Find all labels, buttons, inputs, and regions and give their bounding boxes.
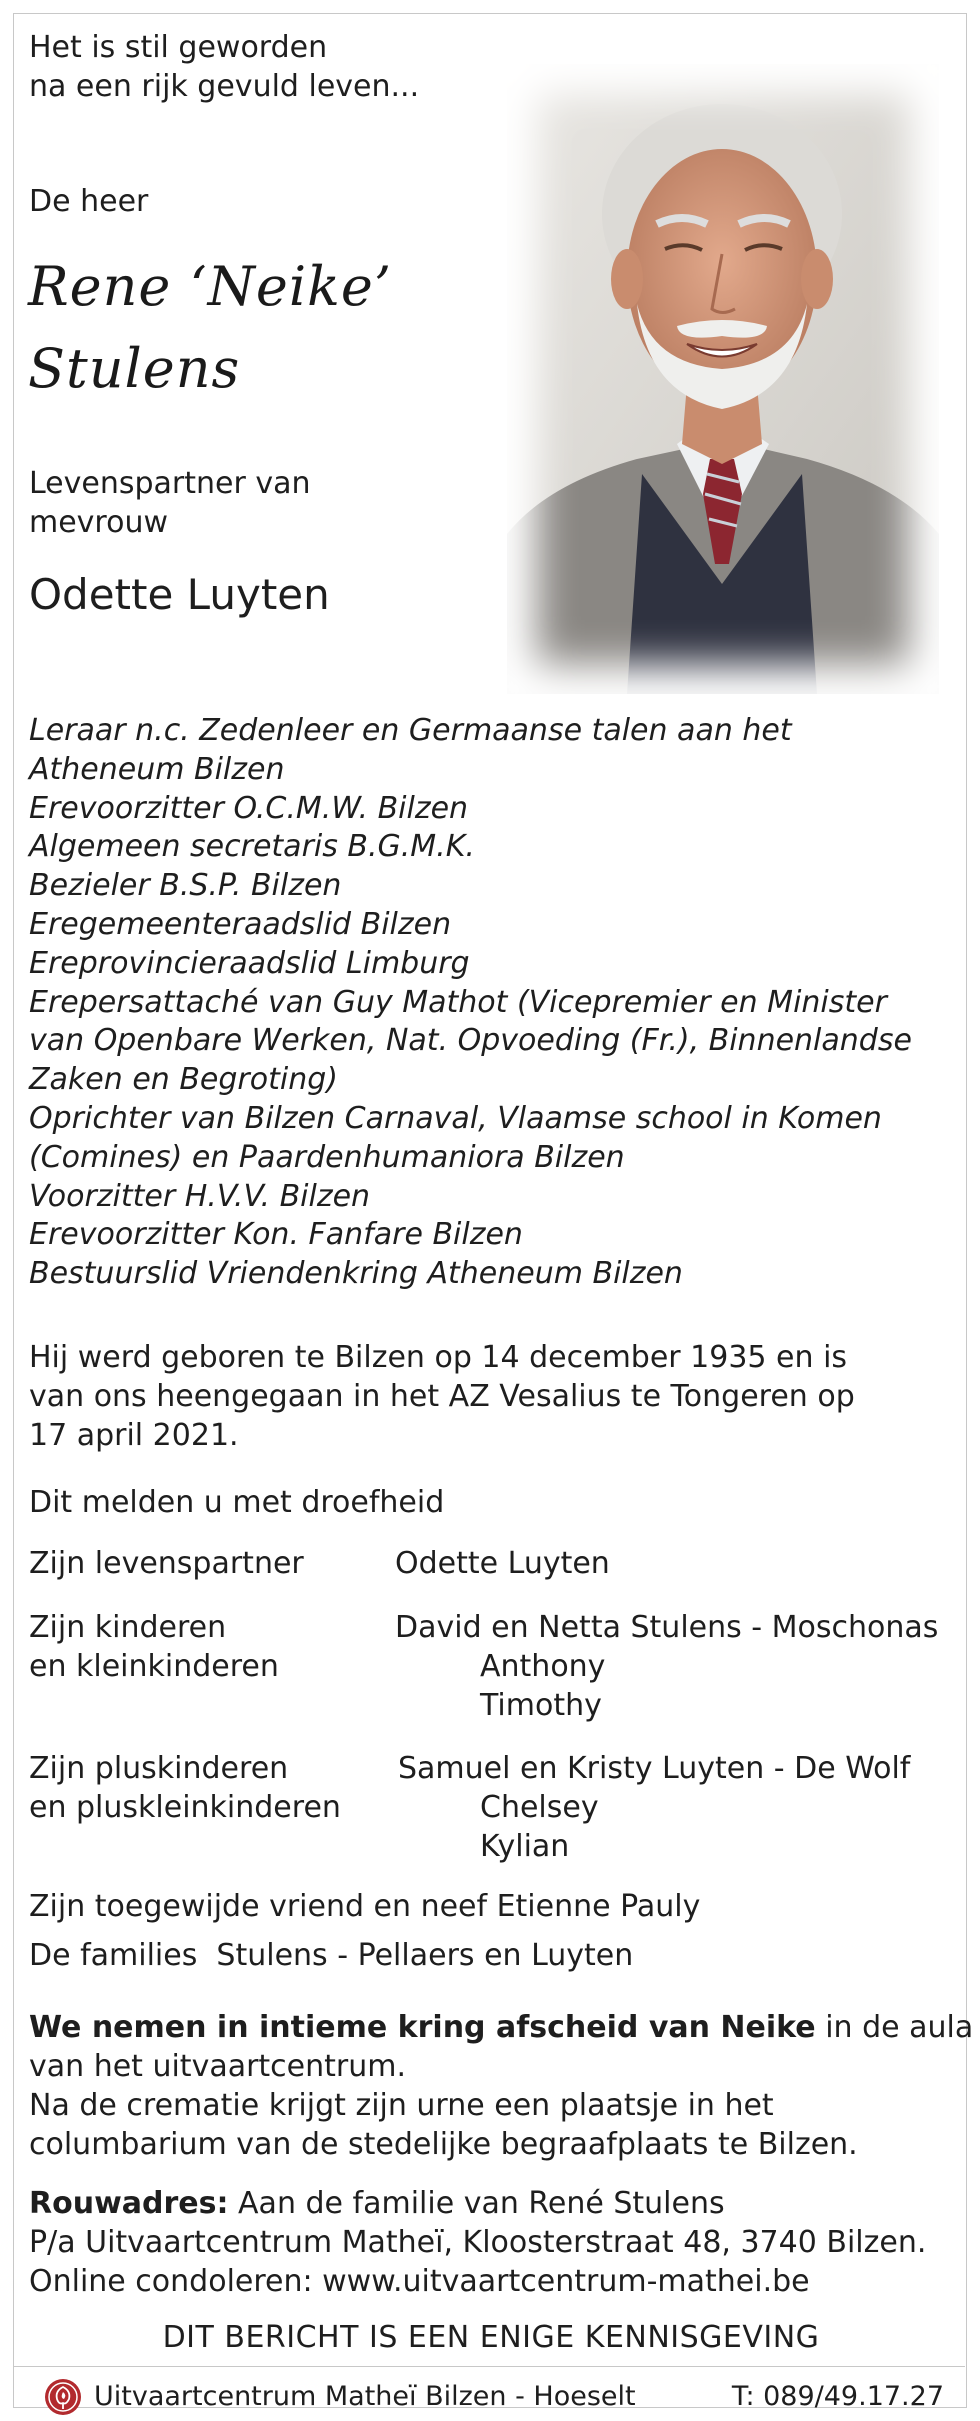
condolence-link[interactable]: Online condoleren: www.uitvaartcentrum-mathei.be — [29, 2264, 810, 2299]
ceremony-text-part: in de aula — [815, 2010, 974, 2045]
title-line: Bezieler B.S.P. Bilzen — [29, 868, 342, 904]
title-line: Erevoorzitter O.C.M.W. Bilzen — [29, 790, 469, 826]
born-line: 17 april 2021. — [29, 1418, 239, 1453]
titles-list — [29, 712, 912, 1294]
family-label: Zijn pluskinderen — [29, 1751, 289, 1786]
grandchild-name: Timothy — [480, 1688, 602, 1723]
family-row-stepchildren — [29, 1749, 911, 1864]
obituary-card — [13, 13, 974, 2412]
title-line: Oprichter van Bilzen Carnaval, Vlaamse school in Komen — [29, 1100, 882, 1136]
born-line: Hij werd geboren te Bilzen op 14 december 1935 en is — [29, 1340, 848, 1375]
born-line: van ons heengegaan in het AZ Vesalius te Tongeren op — [29, 1379, 855, 1414]
footer-company: Uitvaartcentrum Matheï Bilzen - Hoeselt — [94, 2381, 636, 2412]
family-label: en kleinkinderen — [29, 1649, 279, 1684]
families-line: De families Stulens - Pellaers en Luyten — [29, 1938, 634, 1973]
title-line: Atheneum Bilzen — [29, 751, 285, 787]
title-line: Voorzitter H.V.V. Bilzen — [29, 1178, 371, 1214]
title-line: Eregemeenteraadslid Bilzen — [29, 906, 452, 942]
partner-intro-line: Levenspartner van — [29, 466, 311, 501]
intro-line: na een rijk gevuld leven... — [29, 69, 420, 104]
ceremony-line: Na de crematie krijgt zijn urne een plaatsje in het — [29, 2088, 774, 2123]
deceased-name-first: Rene ‘Neike’ — [28, 255, 393, 318]
ceremony-line: columbarium van de stedelijke begraafplaats te Bilzen. — [29, 2127, 858, 2162]
address-label: Rouwadres: — [29, 2186, 229, 2221]
ceremony-text — [29, 2008, 973, 2164]
intro-text — [29, 28, 419, 106]
grandchild-name: Kylian — [480, 1829, 570, 1864]
title-line: (Comines) en Paardenhumaniora Bilzen — [29, 1139, 625, 1175]
footer-divider — [14, 2366, 965, 2367]
title-line: Bestuurslid Vriendenkring Atheneum Bilzen — [29, 1256, 683, 1292]
address-line: Aan de familie van René Stulens — [228, 2186, 725, 2221]
family-value: Odette Luyten — [395, 1546, 610, 1581]
portrait-photo — [507, 64, 939, 694]
title-line: Algemeen secretaris B.G.M.K. — [29, 829, 475, 865]
family-label: Zijn levenspartner — [29, 1546, 304, 1581]
footer-phone: T: 089/49.17.27 — [731, 2381, 944, 2412]
grandchild-name: Chelsey — [480, 1790, 599, 1825]
family-row-children — [29, 1608, 939, 1723]
birth-death-text — [29, 1338, 855, 1455]
title-line: Zaken en Begroting) — [29, 1062, 338, 1098]
family-value: Samuel en Kristy Luyten - De Wolf — [398, 1751, 911, 1786]
family-value: David en Netta Stulens - Moschonas — [395, 1610, 939, 1645]
title-line: Ereprovincieraadslid Limburg — [29, 945, 470, 981]
friend-line: Zijn toegewijde vriend en neef Etienne Pauly — [29, 1889, 701, 1924]
address-block — [29, 2184, 926, 2301]
deceased-name-last: Stulens — [28, 337, 241, 400]
notice-text: DIT BERICHT IS EEN ENIGE KENNISGEVING — [162, 2320, 820, 2355]
grandchild-name: Anthony — [480, 1649, 606, 1684]
partner-name: Odette Luyten — [29, 570, 330, 619]
salutation: De heer — [29, 184, 149, 219]
announce-text: Dit melden u met droefheid — [29, 1485, 445, 1520]
title-line: van Openbare Werken, Nat. Opvoeding (Fr.), Binnenlandse — [29, 1023, 912, 1059]
rose-logo-icon — [44, 2378, 82, 2416]
ceremony-highlight: We nemen in intieme kring afscheid van Neike — [29, 2010, 816, 2045]
family-row-partner — [29, 1544, 610, 1583]
partner-intro — [29, 464, 311, 542]
ceremony-line: van het uitvaartcentrum. — [29, 2049, 407, 2084]
family-label: en pluskleinkinderen — [29, 1790, 341, 1825]
title-line: Erevoorzitter Kon. Fanfare Bilzen — [29, 1217, 523, 1253]
address-line: P/a Uitvaartcentrum Matheï, Kloosterstraat 48, 3740 Bilzen. — [29, 2225, 927, 2260]
title-line: Erepersattaché van Guy Mathot (Vicepremier en Minister — [29, 984, 887, 1020]
intro-line: Het is stil geworden — [29, 30, 328, 65]
title-line: Leraar n.c. Zedenleer en Germaanse talen aan het — [29, 713, 792, 748]
partner-intro-line: mevrouw — [29, 505, 169, 540]
family-label: Zijn kinderen — [29, 1610, 227, 1645]
